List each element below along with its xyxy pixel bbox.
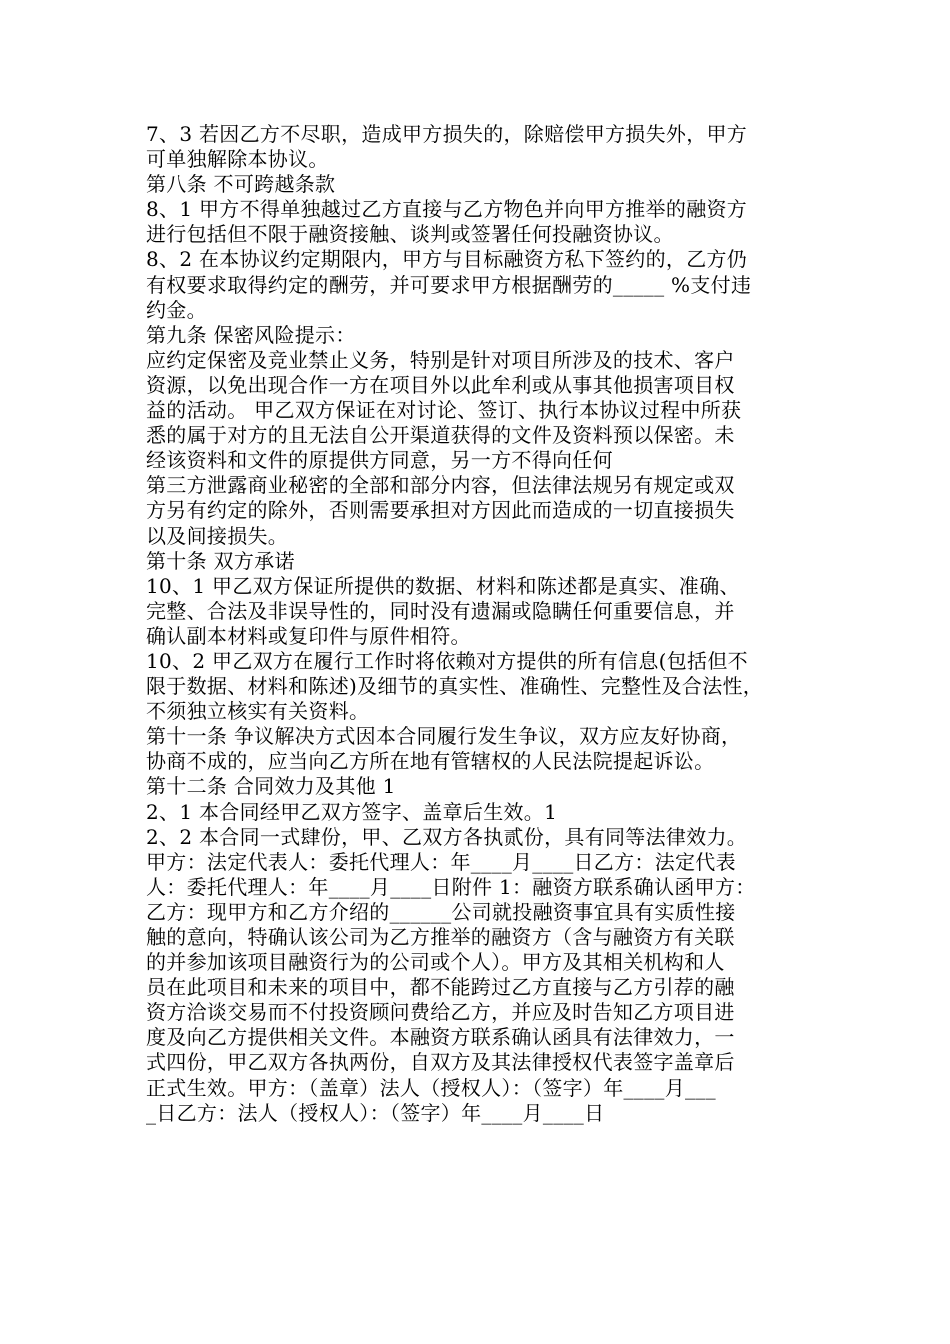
text-line: 应约定保密及竞业禁止义务，特别是针对项目所涉及的技术、客户 xyxy=(146,347,735,372)
text-line: 经该资料和文件的原提供方同意，另一方不得向任何 xyxy=(146,448,613,473)
text-line: 第三方泄露商业秘密的全部和部分内容，但法律法规另有规定或双 xyxy=(146,473,735,498)
text-line: 甲方：法定代表人：委托代理人：年____月____日乙方：法定代表 xyxy=(146,849,736,874)
text-line: 约金。 xyxy=(146,297,207,322)
text-line: 完整、合法及非误导性的，同时没有遗漏或隐瞒任何重要信息，并 xyxy=(146,598,735,623)
section-heading: 第八条 不可跨越条款 xyxy=(146,172,336,197)
text-line: 可单独解除本协议。 xyxy=(146,147,329,172)
text-line: 有权要求取得约定的酬劳，并可要求甲方根据酬劳的_____ %支付违 xyxy=(146,272,752,297)
text-line: 8、1 甲方不得单独越过乙方直接与乙方物色并向甲方推举的融资方 xyxy=(146,197,748,222)
text-line: 10、2 甲乙双方在履行工作时将依赖对方提供的所有信息(包括但不 xyxy=(146,648,748,673)
text-line: 资方洽谈交易而不付投资顾问费给乙方，并应及时告知乙方项目进 xyxy=(146,1000,735,1025)
text-line: 2、1 本合同经甲乙双方签字、盖章后生效。1 xyxy=(146,799,558,824)
section-heading: 第十条 双方承诺 xyxy=(146,548,295,573)
text-line: 协商不成的，应当向乙方所在地有管辖权的人民法院提起诉讼。 xyxy=(146,749,715,774)
document-body xyxy=(146,122,814,1126)
text-line: 人：委托代理人：年____月____日附件 1：融资方联系确认函甲方： xyxy=(146,874,756,899)
text-line: _日乙方：法人（授权人）：（签字）年____月____日 xyxy=(146,1100,605,1125)
text-line: 正式生效。甲方：（盖章）法人（授权人）：（签字）年____月___ xyxy=(146,1075,716,1100)
text-line: 8、2 在本协议约定期限内，甲方与目标融资方私下签约的，乙方仍 xyxy=(146,247,748,272)
text-line: 7、3 若因乙方不尽职，造成甲方损失的，除赔偿甲方损失外，甲方 xyxy=(146,122,748,146)
text-line: 进行包括但不限于融资接触、谈判或签署任何投融资协议。 xyxy=(146,222,674,247)
text-line: 10、1 甲乙双方保证所提供的数据、材料和陈述都是真实、准确、 xyxy=(146,573,740,598)
text-line: 确认副本材料或复印件与原件相符。 xyxy=(146,623,471,648)
text-line: 第十一条 争议解决方式因本合同履行发生争议，双方应友好协商， xyxy=(146,724,742,749)
text-line: 方另有约定的除外，否则需要承担对方因此而造成的一切直接损失 xyxy=(146,498,735,523)
text-line: 益的活动。 甲乙双方保证在对讨论、签订、执行本协议过程中所获 xyxy=(146,398,742,423)
text-line: 的并参加该项目融资行为的公司或个人）。甲方及其相关机构和人 xyxy=(146,950,725,975)
text-line: 资源，以免出现合作一方在项目外以此牟利或从事其他损害项目权 xyxy=(146,372,735,397)
text-line: 员在此项目和未来的项目中，都不能跨过乙方直接与乙方引荐的融 xyxy=(146,975,735,1000)
text-line: 限于数据、材料和陈述)及细节的真实性、准确性、完整性及合法性， xyxy=(146,674,764,699)
text-line: 式四份，甲乙双方各执两份，自双方及其法律授权代表签字盖章后 xyxy=(146,1050,735,1075)
section-heading: 第十二条 合同效力及其他 1 xyxy=(146,774,396,799)
text-line: 不须独立核实有关资料。 xyxy=(146,699,370,724)
text-line: 2、2 本合同一式肆份，甲、乙双方各执贰份，具有同等法律效力。 xyxy=(146,824,748,849)
text-line: 乙方：现甲方和乙方介绍的______公司就投融资事宜具有实质性接 xyxy=(146,899,736,924)
text-line: 悉的属于对方的且无法自公开渠道获得的文件及资料预以保密。未 xyxy=(146,423,735,448)
text-line: 触的意向，特确认该公司为乙方推举的融资方（含与融资方有关联 xyxy=(146,925,735,949)
section-heading: 第九条 保密风险提示： xyxy=(146,322,356,347)
text-line: 以及间接损失。 xyxy=(146,523,289,548)
text-line: 度及向乙方提供相关文件。本融资方联系确认函具有法律效力，一 xyxy=(146,1025,735,1050)
